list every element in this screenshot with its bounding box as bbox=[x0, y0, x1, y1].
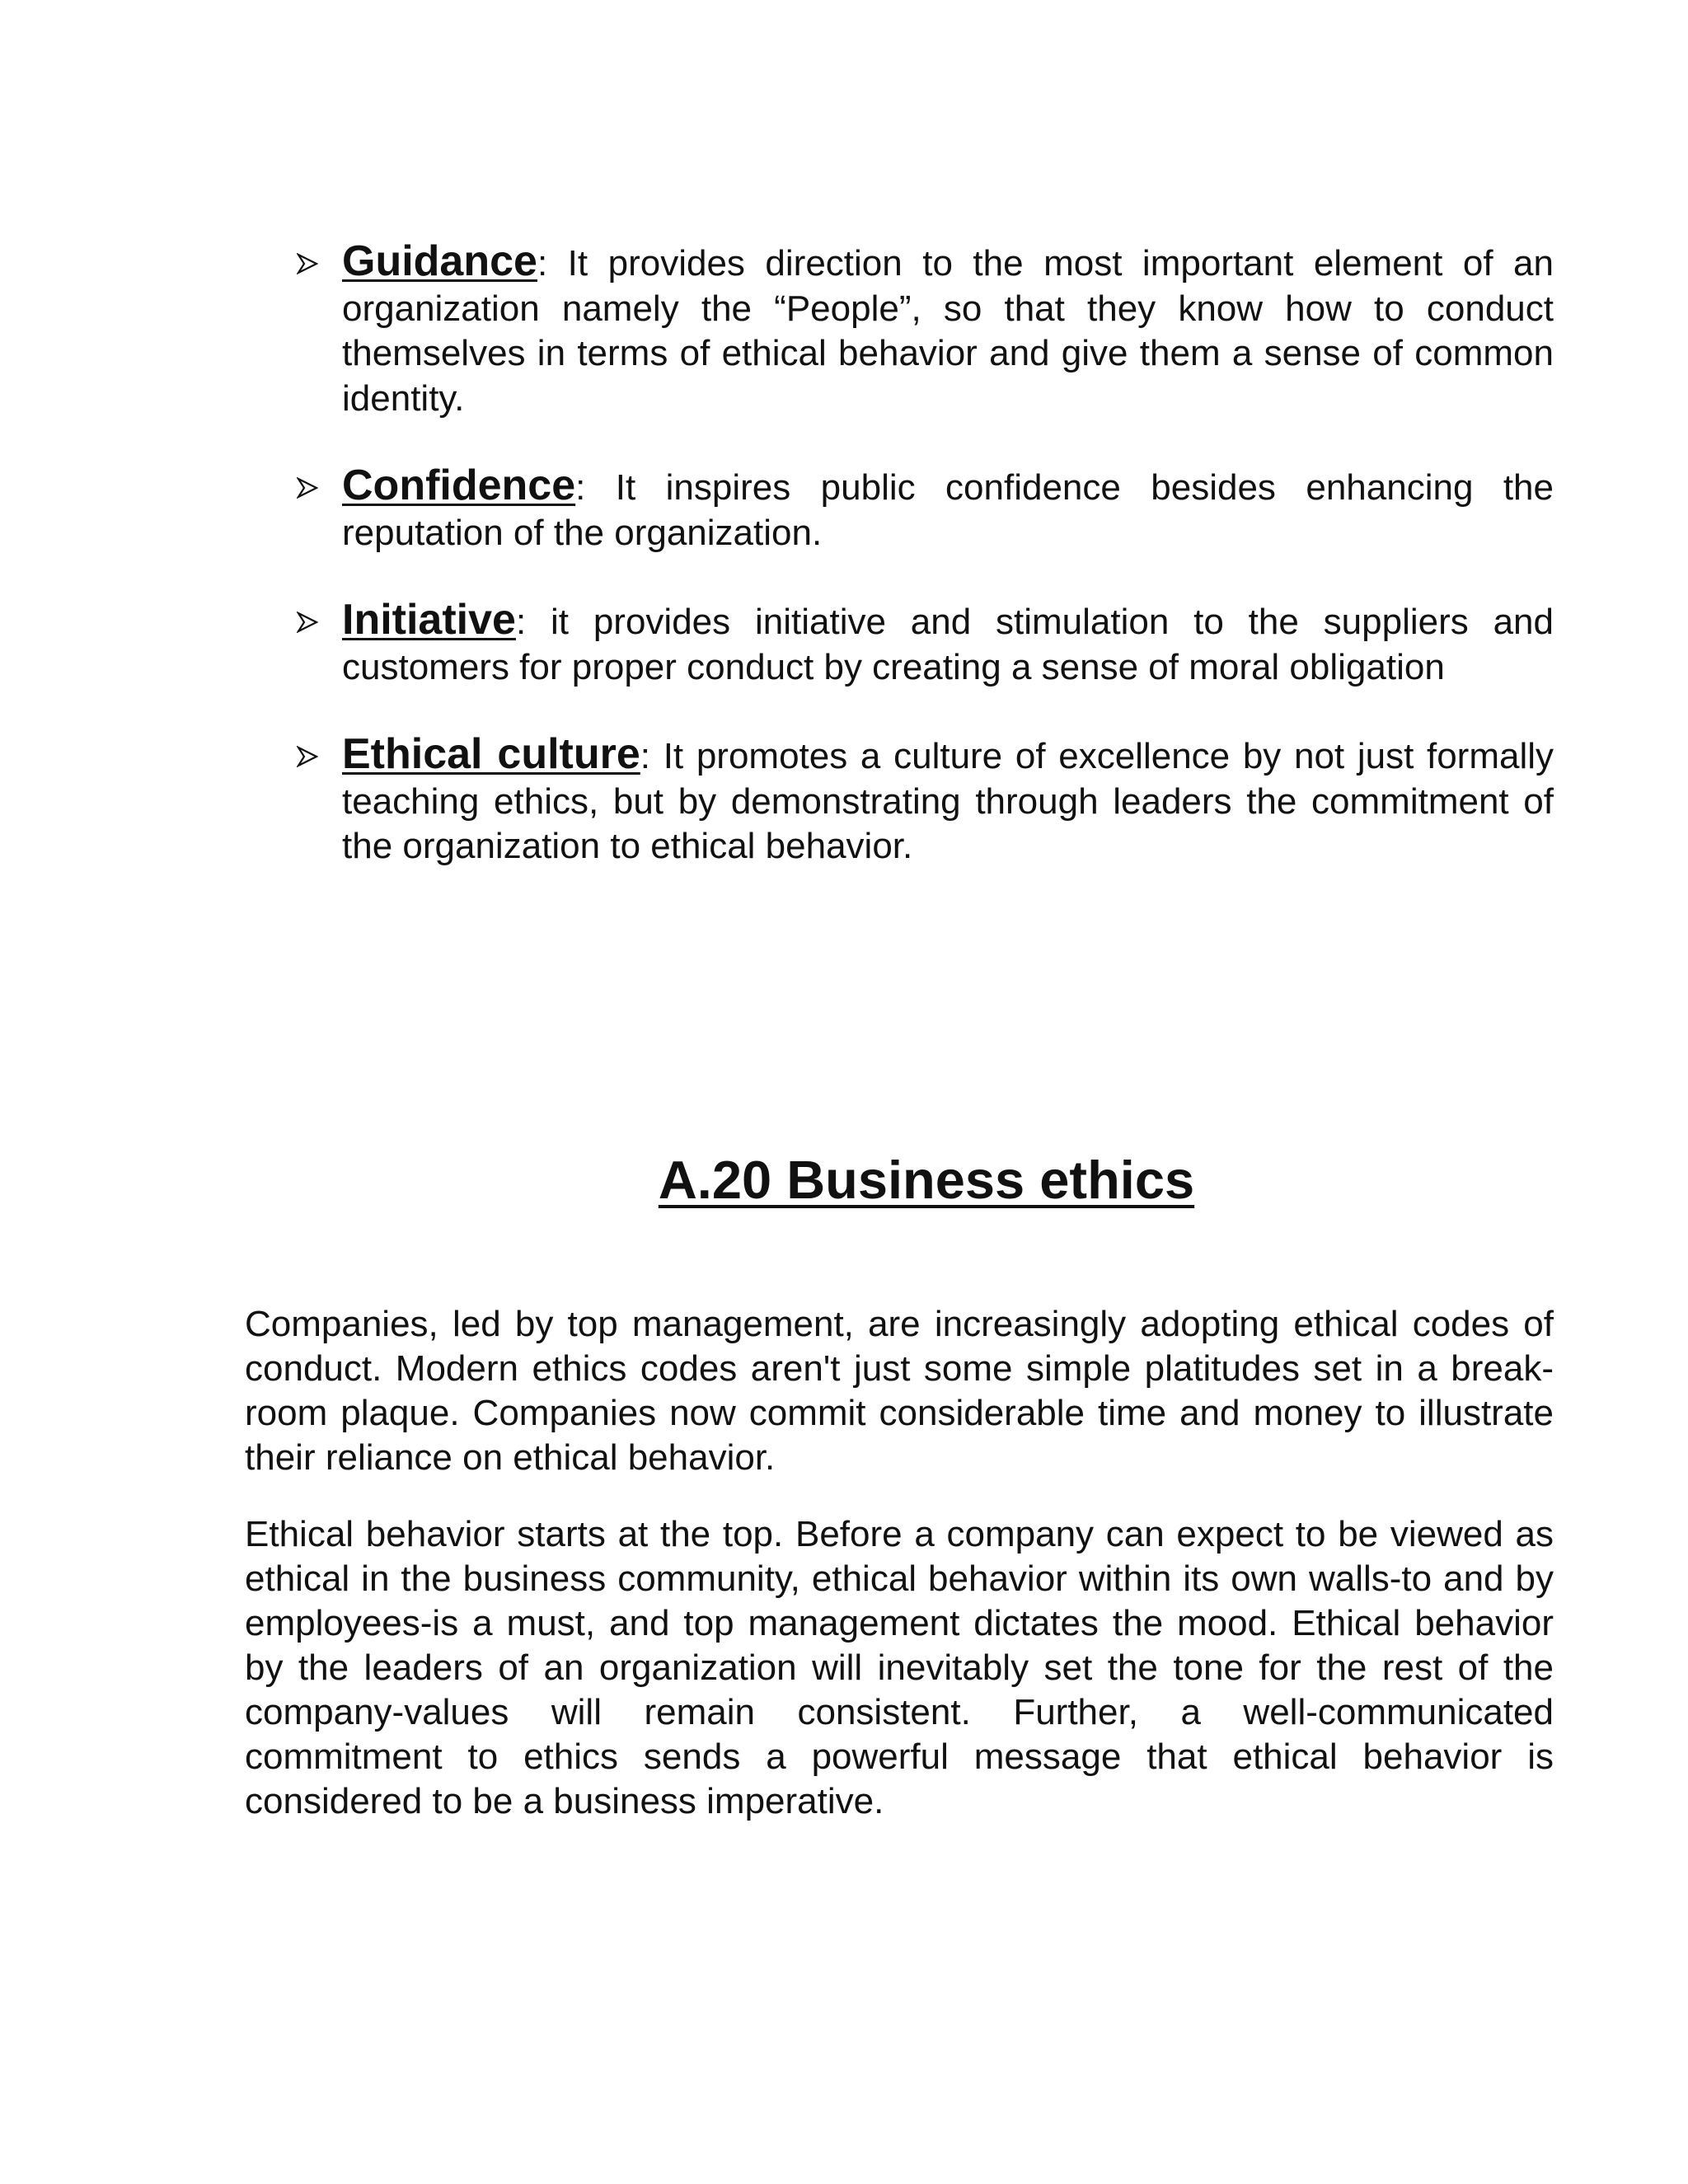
bullet-item-initiative bbox=[297, 598, 1554, 690]
section-heading: A.20 Business ethics bbox=[658, 1150, 1195, 1210]
body-paragraph: Ethical behavior starts at the top. Before a company can expect to be viewed as ethical in the business community, ethical behavior within its own walls-to and by employees-is a must, and top management dictates the mood. Ethical behavior by the leaders of an organization will inevitably set the tone for the rest of the company-values will remain consistent. Further, a well-communicated commitment to ethics sends a powerful message that ethical behavior is considered to be a business imperative. bbox=[245, 1514, 1554, 1821]
bullet-text: it provides initiative and stimulation to the suppliers and customers for proper conduct by creating a sense of moral obligation bbox=[342, 602, 1554, 687]
bullet-text: It inspires public confidence besides enhancing the reputation of the organization. bbox=[342, 467, 1554, 553]
arrowhead-bullet-icon bbox=[297, 746, 318, 767]
arrowhead-bullet-icon bbox=[297, 477, 318, 499]
bullet-item-ethical-culture bbox=[297, 732, 1554, 869]
bullet-colon: : bbox=[537, 243, 548, 284]
bullet-colon: : bbox=[640, 736, 651, 776]
arrowhead-bullet-icon bbox=[297, 253, 318, 274]
bullet-list bbox=[297, 239, 1554, 912]
bullet-colon: : bbox=[515, 602, 527, 642]
bullet-item-confidence bbox=[297, 463, 1554, 555]
bullet-text: It promotes a culture of excellence by not just formally teaching ethics, but by demonstrating through leaders the commitment of the organization to ethical behavior. bbox=[342, 736, 1554, 866]
bullet-term: Ethical culture bbox=[342, 730, 640, 778]
bullet-item-guidance bbox=[297, 239, 1554, 421]
bullet-term: Initiative bbox=[342, 596, 516, 644]
bullet-term: Confidence bbox=[342, 462, 576, 509]
bullet-term: Guidance bbox=[342, 237, 537, 285]
arrowhead-bullet-icon bbox=[297, 612, 318, 633]
bullet-text: It provides direction to the most important element of an organization namely the “People”, so that they know how to conduct themselves in terms of ethical behavior and give them a sense of common identity. bbox=[342, 243, 1554, 419]
body-paragraph: Companies, led by top management, are increasingly adopting ethical codes of conduct. Modern ethics codes aren't just some simple platitudes set in a break-room plaque. Companies now commit considerable time and money to illustrate their reliance on ethical behavior. bbox=[245, 1304, 1554, 1478]
bullet-colon: : bbox=[575, 467, 586, 508]
